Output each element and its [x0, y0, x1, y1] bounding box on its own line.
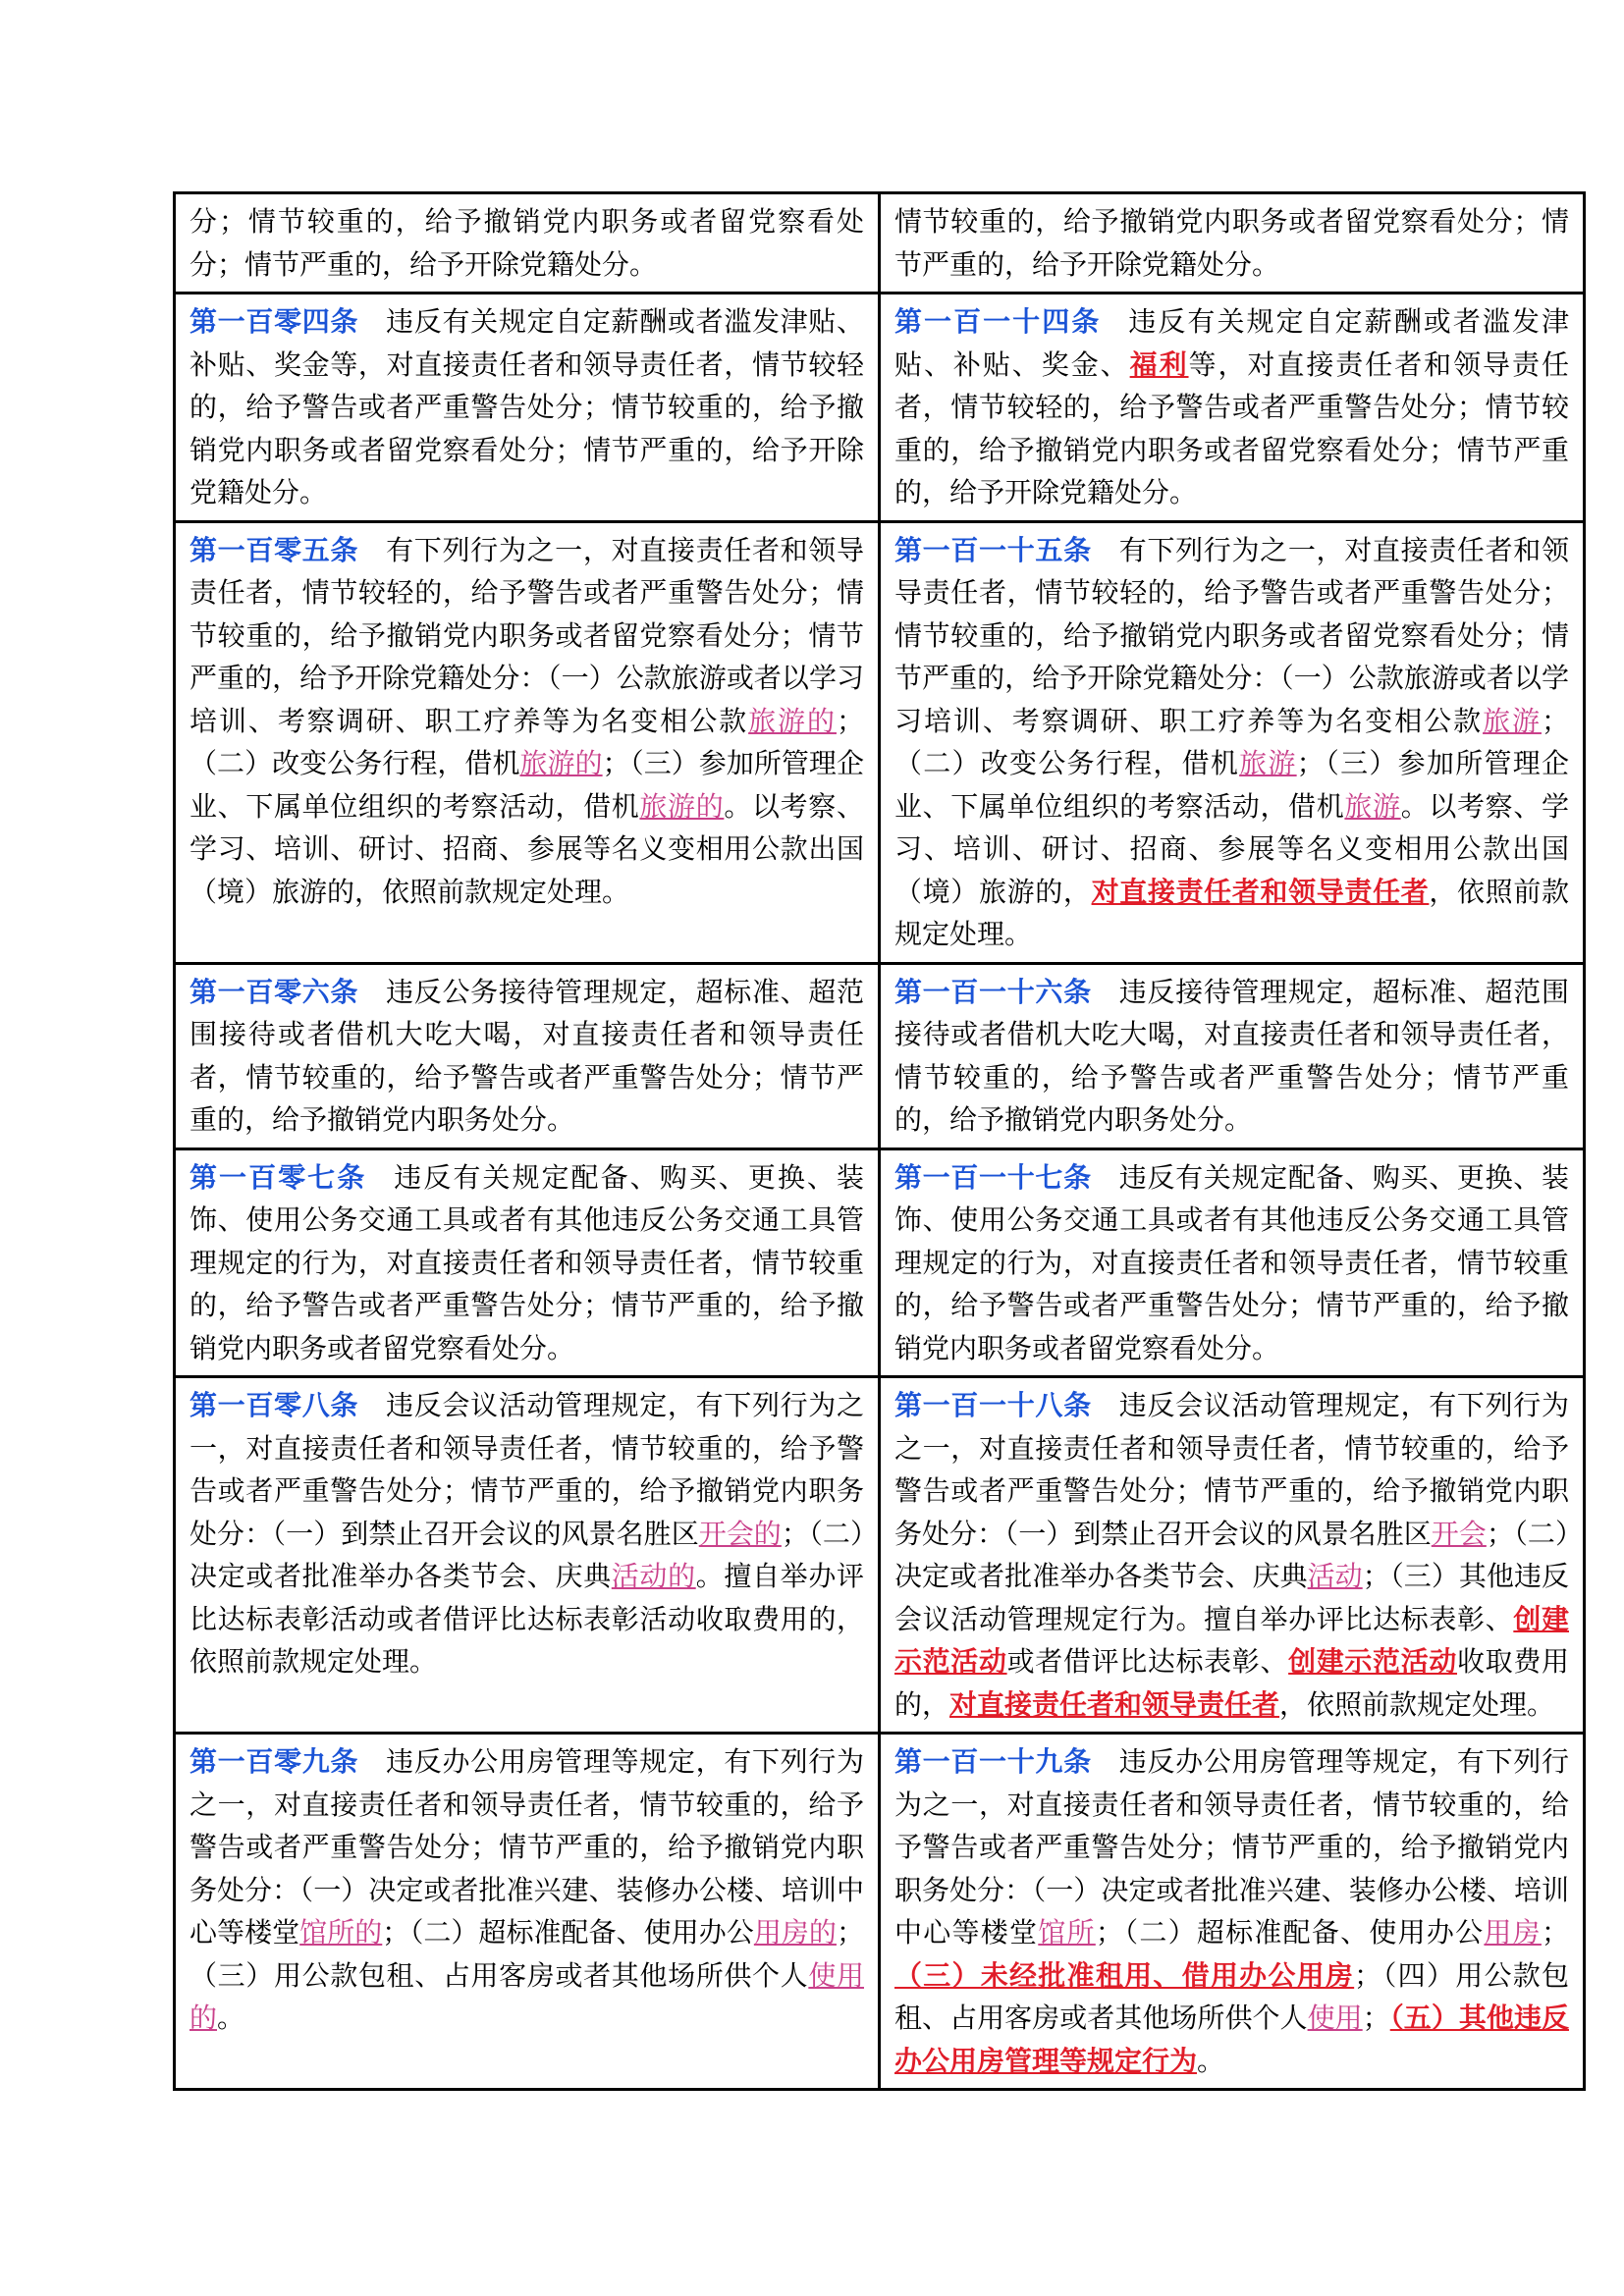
- changed-text: 活动: [1307, 1560, 1363, 1592]
- old-version-cell: [175, 521, 880, 963]
- clause-text: 。: [1197, 2044, 1225, 2077]
- changed-text: 馆所的: [299, 1916, 383, 1949]
- added-text: 福利: [1129, 347, 1189, 381]
- old-version-cell: [175, 1734, 880, 2090]
- table-row: [175, 294, 1585, 522]
- changed-text: 使用: [1307, 2002, 1363, 2034]
- clause-text: 违反有关规定配备、购买、更换、装饰、使用公务交通工具或者有其他违反公务交通工具管理规定的行为，对直接责任者和领导责任者，情节较重的，给予警告或者严重警告处分；情节严重的，给予撤销党内职务或者留党察看处分。: [189, 1160, 864, 1364]
- clause-text: ；（三）参加所管理企业、下属单位组织的考察活动，借机: [189, 747, 864, 823]
- clause-text: 违反会议活动管理规定，有下列行为之一，对直接责任者和领导责任者，情节较重的，给予警告或者严重警告处分；情节严重的，给予撤销党内职务处分：（一）到禁止召开会议的风景名胜区: [894, 1389, 1569, 1550]
- article-number: 第一百零六条: [189, 975, 359, 1008]
- clause-text: 。以考察、学习、培训、研讨、招商、参展等名义变相用公款出国（境）旅游的，: [894, 789, 1569, 908]
- changed-text: 旅游的: [748, 704, 837, 737]
- changed-text: 活动的: [611, 1560, 696, 1592]
- changed-text: 用房的: [753, 1916, 837, 1949]
- clause-text: 。以考察、学习、培训、研讨、招商、参展等名义变相用公款出国（境）旅游的，依照前款规定处理。: [189, 789, 864, 908]
- added-text: （三）未经批准租用、借用办公用房: [894, 1958, 1355, 1992]
- clause-text: 。擅自举办评比达标表彰活动或者借评比达标表彰活动收取费用的，依照前款规定处理。: [189, 1560, 864, 1678]
- article-number: 第一百一十六条: [894, 975, 1092, 1008]
- added-text: （五）其他违反办公用房管理等规定行为: [894, 2002, 1569, 2077]
- article-number: 第一百零七条: [189, 1160, 367, 1194]
- added-text: 创建示范活动: [1288, 1645, 1458, 1678]
- clause-text: ，依照前款规定处理。: [1279, 1687, 1555, 1721]
- changed-text: 开会的: [698, 1517, 782, 1550]
- clause-text: 。: [217, 2002, 245, 2034]
- old-version-cell: [175, 963, 880, 1148]
- table-row: [175, 521, 1585, 963]
- added-text: 创建示范活动: [894, 1602, 1569, 1678]
- table-row: [175, 1148, 1585, 1377]
- added-text: 对直接责任者和领导责任者: [1091, 875, 1430, 908]
- comparison-table-body: [175, 193, 1585, 2090]
- clause-text: ；（三）其他违反会议活动管理规定行为。擅自举办评比达标表彰、: [894, 1560, 1569, 1635]
- old-version-cell: [175, 1377, 880, 1734]
- changed-text: 旅游: [1239, 747, 1297, 779]
- clause-text: 等，对直接责任者和领导责任者，情节较轻的，给予警告或者严重警告处分；情节较重的，给予撤销党内职务或者留党察看处分；情节严重的，给予开除党籍处分。: [894, 347, 1569, 508]
- table-row: [175, 1734, 1585, 2090]
- new-version-cell: [880, 193, 1585, 294]
- clause-text: ；（三）用公款包租、占用客房或者其他场所供个人: [189, 1916, 864, 1992]
- article-number: 第一百零九条: [189, 1745, 359, 1778]
- clause-text: ；（二）决定或者批准举办各类节会、庆典: [894, 1517, 1569, 1592]
- article-number: 第一百一十八条: [894, 1389, 1092, 1421]
- table-row: [175, 193, 1585, 294]
- changed-text: 使用的: [189, 1958, 864, 2034]
- clause-text: ；: [1362, 2002, 1390, 2034]
- article-number: 第一百一十四条: [894, 305, 1102, 338]
- clause-text: ；（二）超标准配备、使用办公: [1095, 1916, 1485, 1949]
- clause-text: ；（二）超标准配备、使用办公: [382, 1916, 754, 1949]
- article-number: 第一百零五条: [189, 533, 359, 566]
- clause-text: ；（四）用公款包租、占用客房或者其他场所供个人: [894, 1958, 1569, 2034]
- old-version-cell: [175, 294, 880, 522]
- old-version-cell: [175, 193, 880, 294]
- clause-text: ；（二）改变公务行程，借机: [894, 704, 1569, 779]
- article-number: 第一百零四条: [189, 305, 359, 338]
- article-number: 第一百一十五条: [894, 533, 1092, 566]
- changed-text: 旅游: [1483, 704, 1542, 737]
- article-number: 第一百零八条: [189, 1389, 359, 1421]
- clause-text: 分；情节较重的，给予撤销党内职务或者留党察看处分；情节严重的，给予开除党籍处分。: [189, 205, 864, 281]
- changed-text: 旅游的: [639, 789, 725, 823]
- clause-text: ；: [1541, 1916, 1569, 1949]
- changed-text: 旅游的: [519, 747, 603, 779]
- clause-text: 有下列行为之一，对直接责任者和领导责任者，情节较轻的，给予警告或者严重警告处分；情节较重的，给予撤销党内职务或者留党察看处分；情节严重的，给予开除党籍处分：（一）公款旅游或者以学习培训、考察调研、职工疗养等为名变相公款: [189, 533, 864, 737]
- clause-text: ；（二）改变公务行程，借机: [189, 704, 864, 779]
- changed-text: 旅游: [1344, 789, 1401, 823]
- new-version-cell: [880, 294, 1585, 522]
- clause-text: 违反有关规定自定薪酬或者滥发津贴、补贴、奖金、: [894, 305, 1569, 381]
- old-version-cell: [175, 1148, 880, 1377]
- new-version-cell: [880, 1377, 1585, 1734]
- clause-text: 违反有关规定配备、购买、更换、装饰、使用公务交通工具或者有其他违反公务交通工具管理规定的行为，对直接责任者和领导责任者，情节较重的，给予警告或者严重警告处分；情节严重的，给予撤销党内职务或者留党察看处分。: [894, 1160, 1569, 1364]
- clause-text: ，依照前款规定处理。: [894, 875, 1569, 950]
- new-version-cell: [880, 1148, 1585, 1377]
- new-version-cell: [880, 963, 1585, 1148]
- clause-text: 情节较重的，给予撤销党内职务或者留党察看处分；情节严重的，给予开除党籍处分。: [894, 205, 1569, 281]
- article-number: 第一百一十九条: [894, 1745, 1092, 1778]
- new-version-cell: [880, 1734, 1585, 2090]
- clause-text: 违反会议活动管理规定，有下列行为之一，对直接责任者和领导责任者，情节较重的，给予警告或者严重警告处分；情节严重的，给予撤销党内职务处分：（一）到禁止召开会议的风景名胜区: [189, 1389, 864, 1550]
- clause-text: 有下列行为之一，对直接责任者和领导责任者，情节较轻的，给予警告或者严重警告处分；情节较重的，给予撤销党内职务或者留党察看处分；情节严重的，给予开除党籍处分：（一）公款旅游或者以学习培训、考察调研、职工疗养等为名变相公款: [894, 533, 1569, 737]
- added-text: 对直接责任者和领导责任者: [949, 1687, 1280, 1721]
- new-version-cell: [880, 521, 1585, 963]
- comparison-table: [173, 191, 1586, 2091]
- clause-text: 违反办公用房管理等规定，有下列行为之一，对直接责任者和领导责任者，情节较重的，给予警告或者严重警告处分；情节严重的，给予撤销党内职务处分：（一）决定或者批准兴建、装修办公楼、培训中心等楼堂: [189, 1745, 864, 1949]
- clause-text: 收取费用的，: [894, 1645, 1569, 1721]
- clause-text: 违反办公用房管理等规定，有下列行为之一，对直接责任者和领导责任者，情节较重的，给予警告或者严重警告处分；情节严重的，给予撤销党内职务处分：（一）决定或者批准兴建、装修办公楼、培训中心等楼堂: [894, 1745, 1569, 1949]
- clause-text: 违反有关规定自定薪酬或者滥发津贴、补贴、奖金等，对直接责任者和领导责任者，情节较轻的，给予警告或者严重警告处分；情节较重的，给予撤销党内职务或者留党察看处分；情节严重的，给予开除党籍处分。: [189, 305, 864, 508]
- clause-text: 违反接待管理规定，超标准、超范围接待或者借机大吃大喝，对直接责任者和领导责任者，情节较重的，给予警告或者严重警告处分；情节严重的，给予撤销党内职务处分。: [894, 975, 1569, 1136]
- clause-text: 违反公务接待管理规定，超标准、超范围接待或者借机大吃大喝，对直接责任者和领导责任者，情节较重的，给予警告或者严重警告处分；情节严重的，给予撤销党内职务处分。: [189, 975, 864, 1136]
- table-row: [175, 1377, 1585, 1734]
- article-number: 第一百一十七条: [894, 1160, 1092, 1194]
- clause-text: ；（三）参加所管理企业、下属单位组织的考察活动，借机: [894, 747, 1569, 823]
- table-row: [175, 963, 1585, 1148]
- changed-text: 开会: [1431, 1517, 1487, 1550]
- changed-text: 用房: [1484, 1916, 1542, 1949]
- clause-text: ；（二）决定或者批准举办各类节会、庆典: [189, 1517, 864, 1592]
- clause-text: 或者借评比达标表彰、: [1006, 1645, 1289, 1678]
- changed-text: 馆所: [1038, 1916, 1096, 1949]
